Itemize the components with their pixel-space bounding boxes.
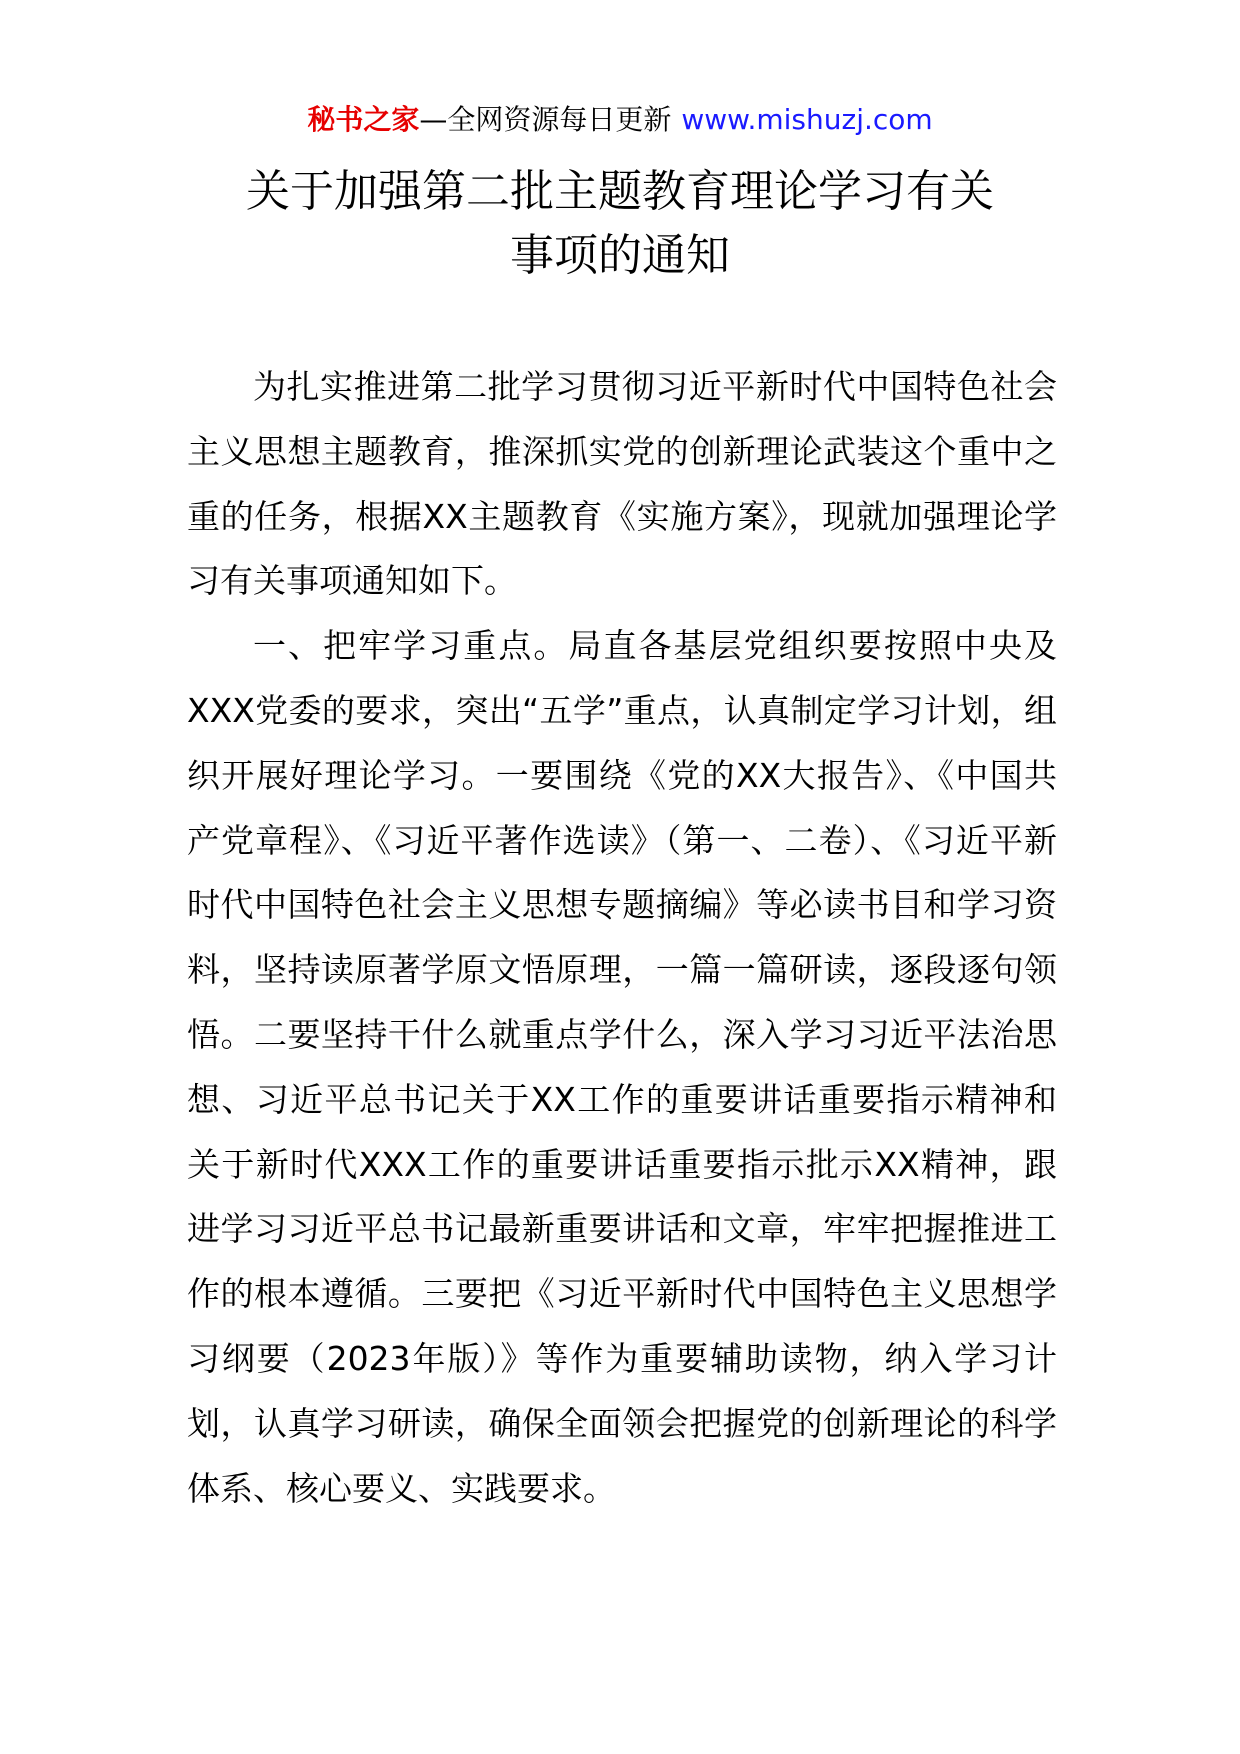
paragraph-section-1: 一、把牢学习重点。局直各基层党组织要按照中央及XXX党委的要求，突出“五学”重点，认真制定学习计划，组织开展好理论学习。一要围绕《党的XX大报告》、《中国共产党章程》、《习近平著作选读》（第一、二卷）、《习近平新时代中国特色社会主义思想专题摘编》等必读书目和学习资料，坚持读原著学原文悟原理，一篇一篇研读，逐段逐句领悟。二要坚持干什么就重点学什么，深入学习习近平法治思想、习近平总书记关于XX工作的重要讲话重要指示精神和关于新时代XXX工作的重要讲话重要指示批示XX精神，跟进学习习近平总书记最新重要讲话和文章，牢牢把握推进工作的根本遵循。三要把《习近平新时代中国特色主义思想学习纲要（2023年版）》等作为重要辅助读物，纳入学习计划，认真学习研读，确保全面领会把握党的创新理论的科学体系、核心要义、实践要求。	[187, 626, 1057, 1508]
brand-name: 秘书之家	[307, 103, 420, 136]
document-body	[187, 355, 1057, 1521]
header-tagline: —全网资源每日更新	[419, 103, 672, 136]
site-url-link[interactable]: www.mishuzj.com	[681, 103, 933, 136]
title-line-2: 事项的通知	[510, 230, 730, 281]
document-title	[120, 160, 1120, 288]
title-line-1: 关于加强第二批主题教育理论学习有关	[246, 166, 994, 217]
paragraph-intro: 为扎实推进第二批学习贯彻习近平新时代中国特色社会主义思想主题教育，推深抓实党的创新理论武装这个重中之重的任务，根据XX主题教育《实施方案》，现就加强理论学习有关事项通知如下。	[187, 367, 1057, 601]
site-header	[0, 100, 1240, 140]
